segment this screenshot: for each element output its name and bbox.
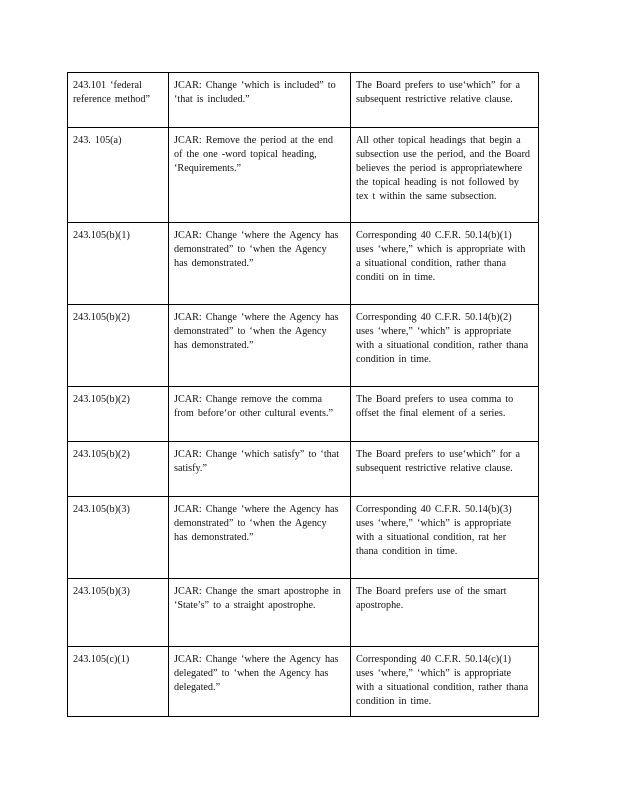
change-cell: JCAR: Change remove the comma from before‘or other cultural events.” [169,387,351,442]
section-cell: 243.105(c)(1) [68,647,169,717]
comments-table [67,72,539,717]
section-cell: 243.105(b)(3) [68,579,169,647]
section-cell: 243.105(b)(2) [68,442,169,497]
section-cell: 243.105(b)(3) [68,497,169,579]
table-row [68,128,539,223]
change-cell: JCAR: Change the smart apostrophe in ‘State’s” to a straight apostrophe. [169,579,351,647]
response-cell: The Board prefers to usea comma to offset the final element of a series. [351,387,539,442]
change-cell: JCAR: Change ‘where the Agency has delegated” to ‘when the Agency has delegated.” [169,647,351,717]
section-cell: 243. 105(a) [68,128,169,223]
response-cell: The Board prefers to use‘which” for a subsequent restrictive relative clause. [351,442,539,497]
response-cell: All other topical headings that begin a subsection use the period, and the Board believes the period is appropriatewhere the topical heading is not followed by tex t within the same subsection. [351,128,539,223]
table-row [68,442,539,497]
response-cell: Corresponding 40 C.F.R. 50.14(b)(2) uses ‘where,” ‘which” is appropriate with a situational condition, rather thana condition in time. [351,305,539,387]
change-cell: JCAR: Change ‘where the Agency has demonstrated” to ‘when the Agency has demonstrated.” [169,497,351,579]
table-row [68,223,539,305]
change-cell: JCAR: Change ‘where the Agency has demonstrated” to ‘when the Agency has demonstrated.” [169,305,351,387]
change-cell: JCAR: Remove the period at the end of the one -word topical heading, ‘Requirements.” [169,128,351,223]
response-cell: Corresponding 40 C.F.R. 50.14(b)(3) uses ‘where,” ‘which” is appropriate with a situational condition, rat her thana condition in time. [351,497,539,579]
change-cell: JCAR: Change ‘which is included” to ‘that is included.” [169,73,351,128]
table-row [68,305,539,387]
change-cell: JCAR: Change ‘where the Agency has demonstrated” to ‘when the Agency has demonstrated.” [169,223,351,305]
section-cell: 243.105(b)(2) [68,305,169,387]
table-row [68,647,539,717]
response-cell: Corresponding 40 C.F.R. 50.14(c)(1) uses ‘where,” ‘which” is appropriate with a situational condition, rather thana condition in time. [351,647,539,717]
table-row [68,497,539,579]
section-cell: 243.105(b)(2) [68,387,169,442]
response-cell: The Board prefers use of the smart apostrophe. [351,579,539,647]
section-cell: 243.105(b)(1) [68,223,169,305]
response-cell: The Board prefers to use‘which” for a subsequent restrictive relative clause. [351,73,539,128]
table-row [68,387,539,442]
table-row [68,579,539,647]
section-cell: 243.101 ‘federal reference method” [68,73,169,128]
table-row [68,73,539,128]
change-cell: JCAR: Change ‘which satisfy” to ‘that satisfy.” [169,442,351,497]
response-cell: Corresponding 40 C.F.R. 50.14(b)(1) uses ‘where,” which is appropriate with a situational condition, rather thana conditi on in time. [351,223,539,305]
